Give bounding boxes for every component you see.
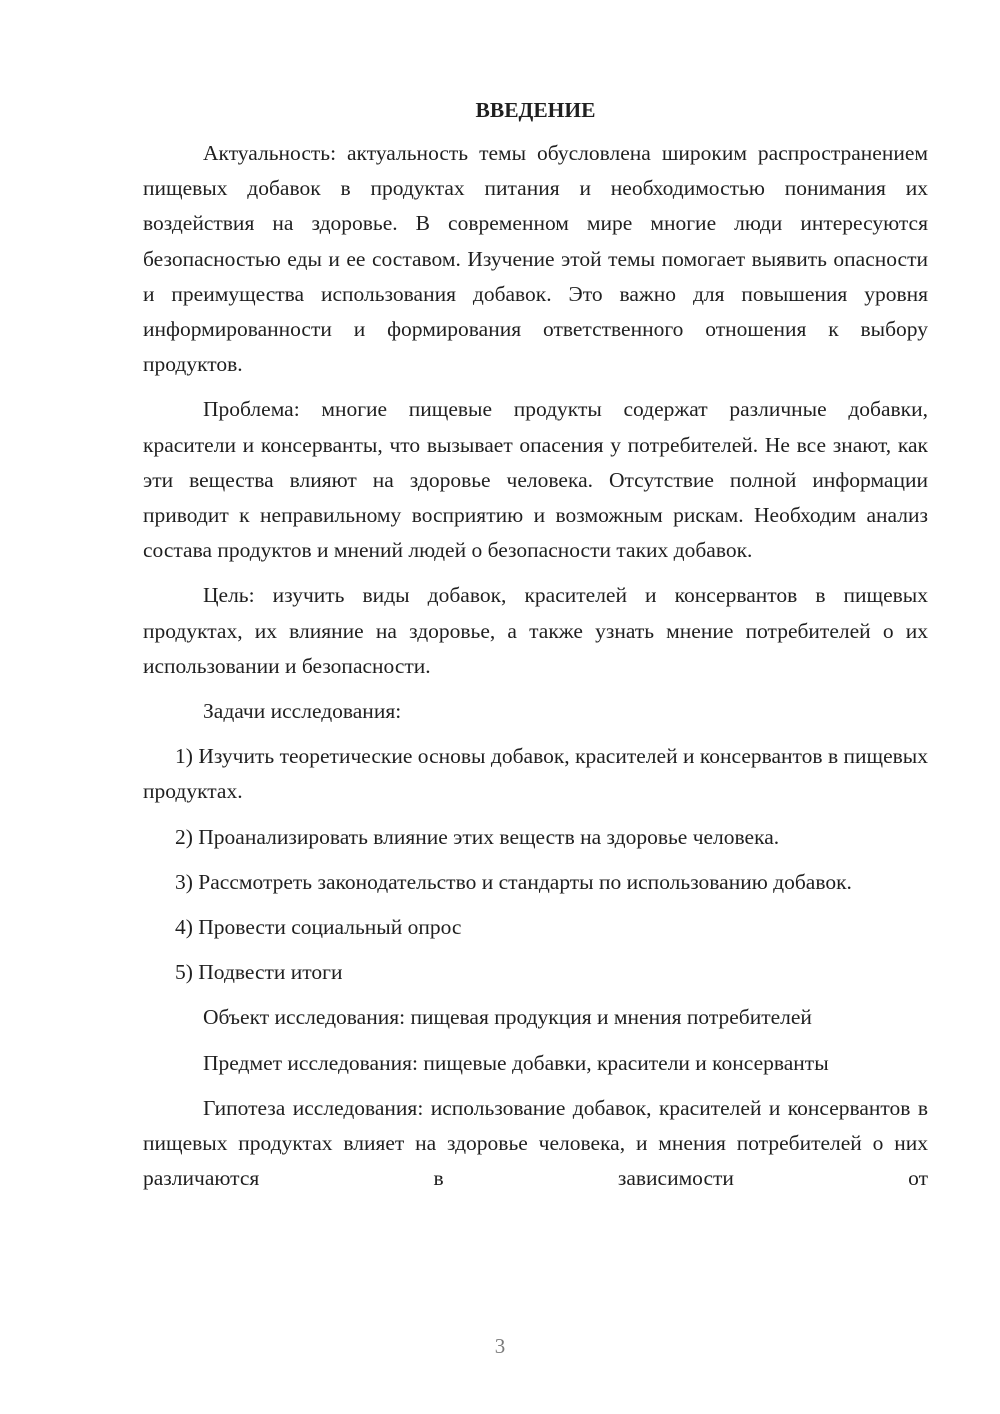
task-item-4: 4) Провести социальный опрос <box>175 915 462 940</box>
page-number: 3 <box>494 1334 506 1358</box>
research-subject: Предмет исследования: пищевые добавки, красители и консерванты <box>203 1050 829 1075</box>
goal-paragraph: Цель: изучить виды добавок, красителей и консервантов в пищевых продуктах, их влияние на здоровье, а также узнать мнение потребителей о их использовании и безопасности. <box>143 583 928 678</box>
problem-paragraph: Проблема: многие пищевые продукты содержат различные добавки, красители и консерванты, что вызывает опасения у потребителей. Не все знают, как эти вещества влияют на здоровье человека. Отсутствие полной информации приводит к неправильному восприятию и возможным рискам. Необходим анализ состава продуктов и мнений людей о безопасности таких добавок. <box>143 397 928 563</box>
document-page <box>143 90 928 1196</box>
tasks-heading: Задачи исследования: <box>203 699 402 724</box>
page-title: ВВЕДЕНИЕ <box>475 98 596 122</box>
relevance-paragraph: Актуальность: актуальность темы обусловлена широким распространением пищевых добавок в продуктах питания и необходимостью понимания их воздействия на здоровье. В современном мире многие люди интересуются безопасностью еды и ее составом. Изучение этой темы помогает выявить опасности и преимущества использования добавок. Это важно для повышения уровня информированности и формирования ответственного отношения к выбору продуктов. <box>143 141 928 377</box>
task-item-3: 3) Рассмотреть законодательство и стандарты по использованию добавок. <box>175 869 852 894</box>
task-item-5: 5) Подвести итоги <box>175 960 343 985</box>
task-item-2: 2) Проанализировать влияние этих веществ на здоровье человека. <box>175 824 780 849</box>
hypothesis-paragraph: Гипотеза исследования: использование добавок, красителей и консервантов в пищевых продуктах влияет на здоровье человека, и мнения потребителей о них различаются в зависимости от <box>143 1095 928 1191</box>
research-object: Объект исследования: пищевая продукция и мнения потребителей <box>203 1005 812 1030</box>
task-item-1: 1) Изучить теоретические основы добавок, красителей и консервантов в пищевых продуктах. <box>143 744 928 804</box>
